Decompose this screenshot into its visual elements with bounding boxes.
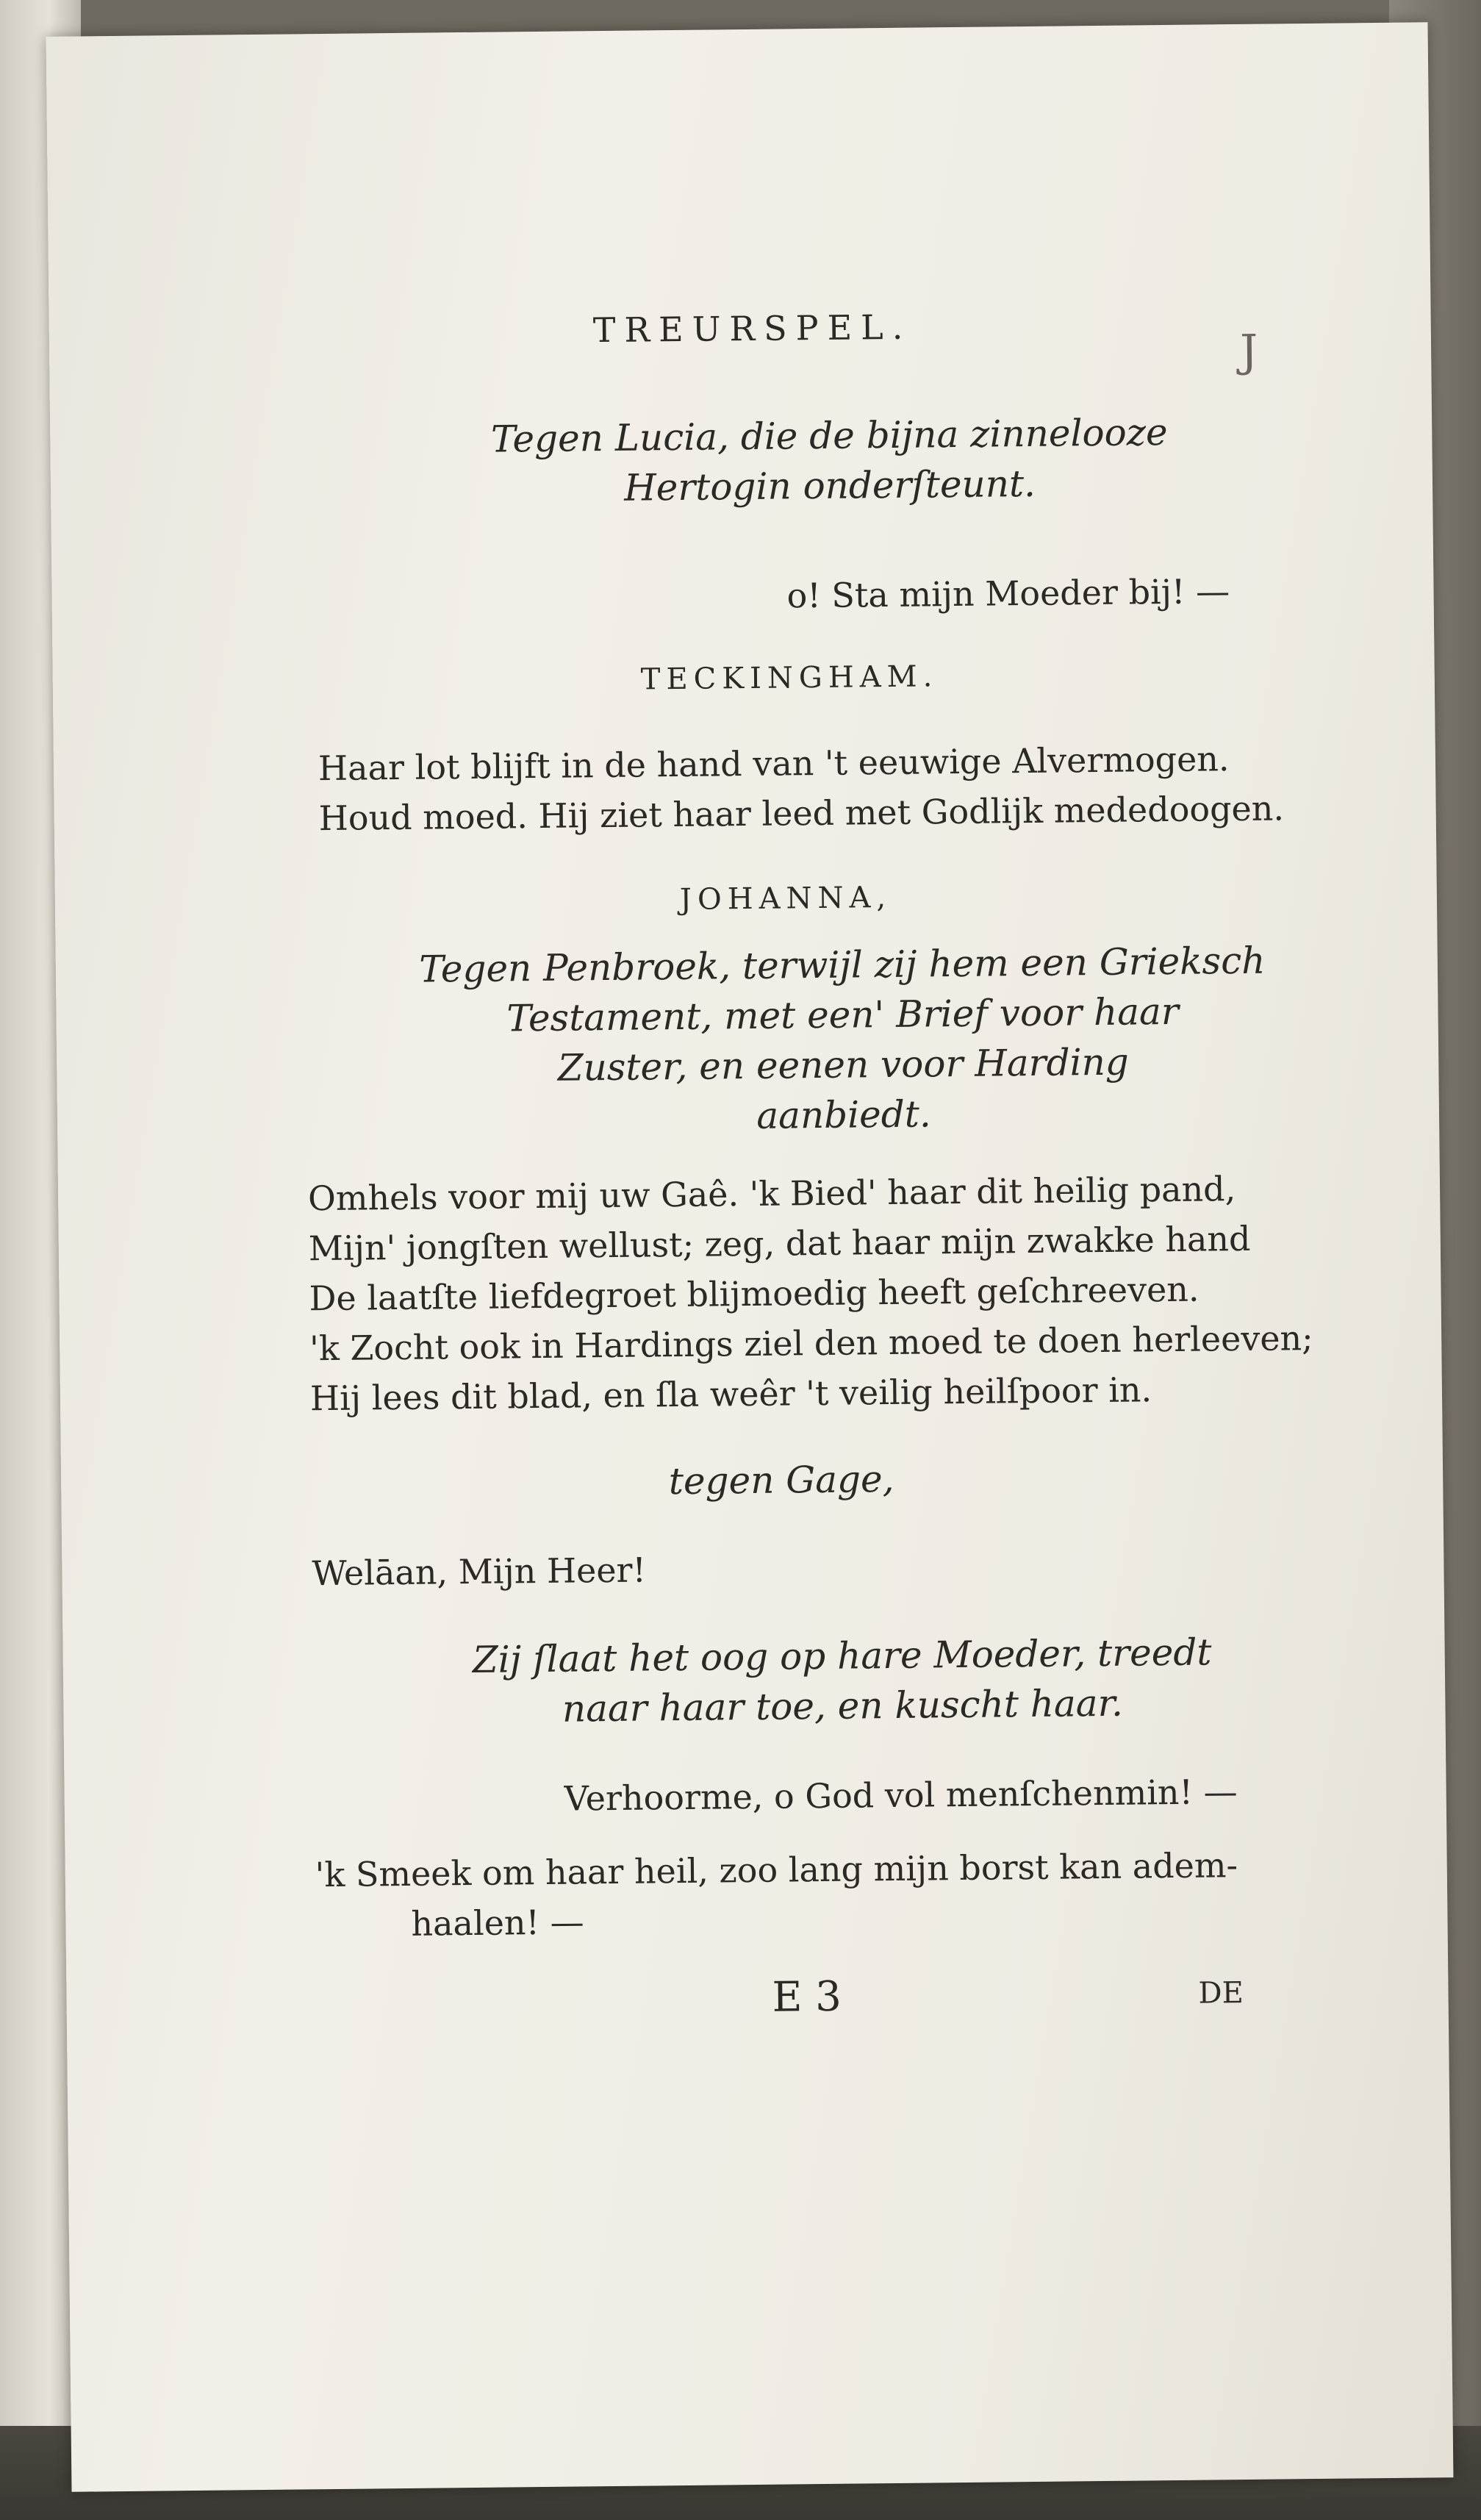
stage-direction-line: naar haar toe, en kuscht haar. [562, 1681, 1124, 1730]
verse-line: Mijn' jongſten wellust; zeg, dat haar mijn zwakke hand [308, 1218, 1251, 1269]
verse-line: Haar lot blijft in de hand van 't eeuwige Alvermogen. [318, 739, 1230, 789]
stage-direction-line: Testament, met een' Brief voor haar [506, 989, 1179, 1040]
stage-direction-line: Hertogin onderſteunt. [623, 462, 1036, 509]
stage-direction-line: Zuster, en eenen voor Harding [557, 1040, 1130, 1089]
stage-direction-gage: tegen Gage, [668, 1457, 894, 1503]
verse-line: Hij lees dit blad, en ſla weêr 't veilig heilſpoor in. [309, 1370, 1152, 1419]
speaker-johanna: JOHANNA, [679, 880, 892, 917]
verse-line: Houd moed. Hij ziet haar leed met Godlijk mededoogen. [318, 788, 1285, 839]
verse-line: 'k Smeek om haar heil, zoo lang mijn borst kan adem- [315, 1845, 1238, 1895]
stage-direction-line: Tegen Lucia, die de bijna zinnelooze [490, 410, 1168, 461]
stage-direction-line: aanbiedt. [756, 1092, 931, 1137]
verse-line: De laatſte liefdegroet blijmoedig heeft geſchreeven. [309, 1269, 1199, 1319]
speaker-teckingham: TECKINGHAM. [640, 659, 939, 697]
verse-verhoorme: Verhoorme, o God vol menſchenmin! — [564, 1772, 1238, 1819]
verse-line: Omhels voor mij uw Gaê. 'k Bied' haar dit heilig pand, [307, 1169, 1236, 1219]
verse-johanna [308, 1163, 1314, 1423]
page-corner-mark: J [1239, 325, 1258, 377]
verse-line: 'k Zocht ook in Hardings ziel den moed te doen herleeven; [309, 1317, 1313, 1369]
verse-welaan: Welāan, Mijn Heer! [312, 1550, 647, 1594]
verse-line-sta-mijn-moeder: o! Sta mijn Moeder bij! — [786, 571, 1230, 616]
bleed-through-text [359, 518, 370, 554]
signature-mark: E 3 [772, 1972, 842, 2022]
verse-line: haalen! — [411, 1902, 584, 1944]
book-page [46, 22, 1454, 2492]
stage-direction-moeder [401, 1626, 1283, 1736]
stage-direction-line: Tegen Penbroek, terwijl zij hem een Grieksch [419, 939, 1266, 991]
stage-direction-lucia [462, 407, 1197, 515]
stage-direction-penbroek [379, 935, 1308, 1145]
catchword: DE [1198, 1976, 1244, 2011]
verse-teckingham [318, 733, 1285, 843]
stage-direction-line: Zij ſlaat het oog op hare Moeder, treedt [472, 1631, 1212, 1681]
verse-smeek [315, 1840, 1238, 1950]
running-head: TREURSPEL. [592, 307, 912, 351]
